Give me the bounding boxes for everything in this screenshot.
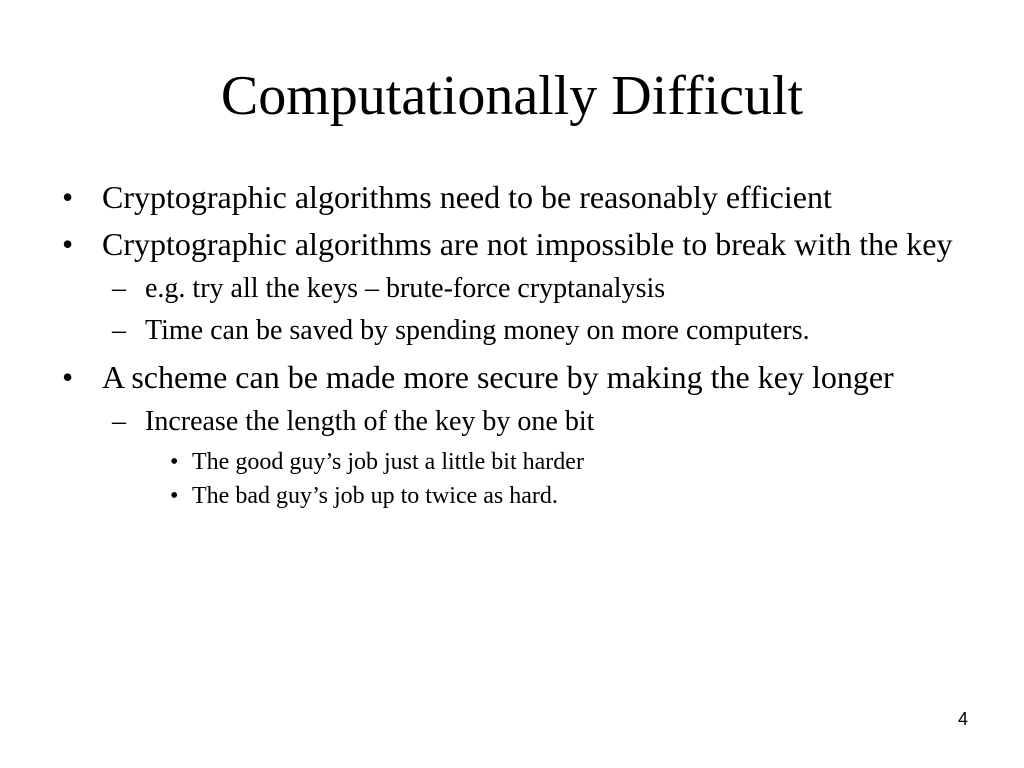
sub-sub-bullet-text: The good guy’s job just a little bit harder: [192, 449, 584, 475]
small-bullet-marker: •: [170, 483, 179, 509]
bullet-text: A scheme can be made more secure by making the key longer: [102, 359, 894, 395]
bullet-item: [60, 178, 980, 217]
small-bullet-marker: •: [170, 449, 179, 475]
dash-marker: –: [112, 406, 126, 437]
bullet-marker: •: [62, 179, 74, 215]
bullet-item: [60, 358, 980, 397]
sub-bullet-text: Time can be saved by spending money on more computers.: [145, 315, 810, 346]
page-number: 4: [957, 709, 968, 729]
sub-sub-bullet-item: [60, 447, 980, 477]
sub-sub-bullet-text: The bad guy’s job up to twice as hard.: [192, 483, 558, 509]
sub-bullet-item: [60, 314, 980, 348]
slide-title: Computationally Difficult: [220, 65, 804, 127]
slide-body: [60, 178, 980, 515]
dash-marker: –: [112, 273, 126, 304]
sub-bullet-text: Increase the length of the key by one bit: [145, 406, 595, 437]
bullet-item: [60, 225, 980, 264]
dash-marker: –: [112, 315, 126, 346]
sub-bullet-item: [60, 405, 980, 439]
sub-bullet-item: [60, 272, 980, 306]
sub-bullet-text: e.g. try all the keys – brute-force cryptanalysis: [145, 273, 666, 304]
bullet-text: Cryptographic algorithms need to be reasonably efficient: [102, 179, 832, 215]
bullet-text: Cryptographic algorithms are not impossible to break with the key: [102, 226, 953, 262]
bullet-marker: •: [62, 226, 74, 262]
bullet-marker: •: [62, 359, 74, 395]
sub-sub-bullet-item: [60, 481, 980, 511]
